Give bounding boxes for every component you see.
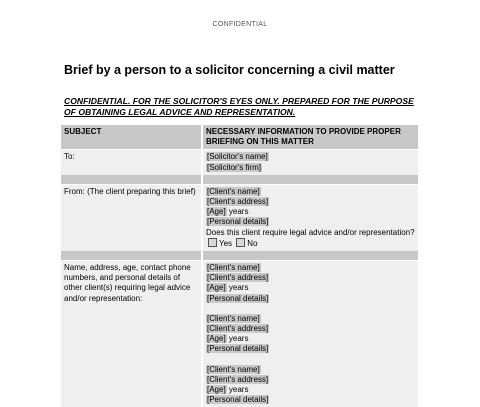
client-name-field[interactable]: [Client's name] [207, 364, 260, 374]
client-address-field[interactable]: [Client's address] [207, 324, 269, 334]
client-entry [206, 314, 415, 355]
client-name-field[interactable]: [Client's name] [207, 263, 260, 273]
years-label: years [226, 334, 249, 344]
years-label: years [226, 207, 249, 217]
document-title: Brief by a person to a solicitor concerning a civil matter [64, 63, 395, 77]
client-name-field[interactable]: [Client's name] [207, 313, 260, 323]
confidential-header: CONFIDENTIAL [212, 21, 268, 28]
no-checkbox[interactable] [236, 238, 245, 247]
no-label: No [247, 238, 258, 248]
information-header: NECESSARY INFORMATION TO PROVIDE PROPER BRIEFING ON THIS MATTER [202, 125, 418, 150]
years-label: years [226, 385, 249, 395]
subject-header: SUBJECT [61, 125, 202, 150]
age-field[interactable]: [Age] [207, 283, 226, 293]
client-entry [206, 365, 415, 406]
personal-details-field[interactable]: [Personal details] [207, 344, 269, 354]
personal-details-field[interactable]: [Personal details] [207, 395, 269, 405]
yes-label: Yes [219, 238, 233, 248]
solicitor-firm-field[interactable]: [Solicitor's firm] [207, 162, 261, 172]
document-subtitle: CONFIDENTIAL. FOR THE SOLICITOR'S EYES ONLY. PREPARED FOR THE PURPOSE OF OBTAINING LEGAL ADVICE AND REPRESENTATION. [64, 96, 414, 117]
solicitor-name-field[interactable]: [Solicitor's name] [207, 152, 268, 162]
yes-checkbox[interactable] [208, 238, 217, 247]
from-fields [202, 184, 418, 251]
other-clients-fields [202, 261, 418, 407]
to-label: To: [61, 150, 202, 175]
age-field[interactable]: [Age] [207, 385, 226, 395]
personal-details-field[interactable]: [Personal details] [207, 217, 269, 227]
other-clients-row [61, 261, 418, 407]
client-name-field[interactable]: [Client's name] [207, 186, 260, 196]
brief-table [61, 125, 418, 407]
from-label: From: (The client preparing this brief) [61, 184, 202, 251]
other-clients-label: Name, address, age, contact phone numbers, and personal details of other client(s) requiring legal advice and/or representation: [61, 261, 202, 407]
separator-row [61, 175, 418, 185]
advice-question: Does this client require legal advice and/or representation? [206, 227, 415, 237]
age-field[interactable]: [Age] [207, 334, 226, 344]
separator-row [61, 251, 418, 261]
age-field[interactable]: [Age] [207, 207, 226, 217]
table-header-row [61, 125, 418, 150]
to-fields [202, 150, 418, 175]
personal-details-field[interactable]: [Personal details] [207, 293, 269, 303]
to-row [61, 150, 418, 175]
client-address-field[interactable]: [Client's address] [207, 273, 269, 283]
years-label: years [226, 283, 249, 293]
from-row [61, 184, 418, 251]
client-entry [206, 263, 415, 304]
client-address-field[interactable]: [Client's address] [207, 374, 269, 384]
client-address-field[interactable]: [Client's address] [207, 197, 269, 207]
